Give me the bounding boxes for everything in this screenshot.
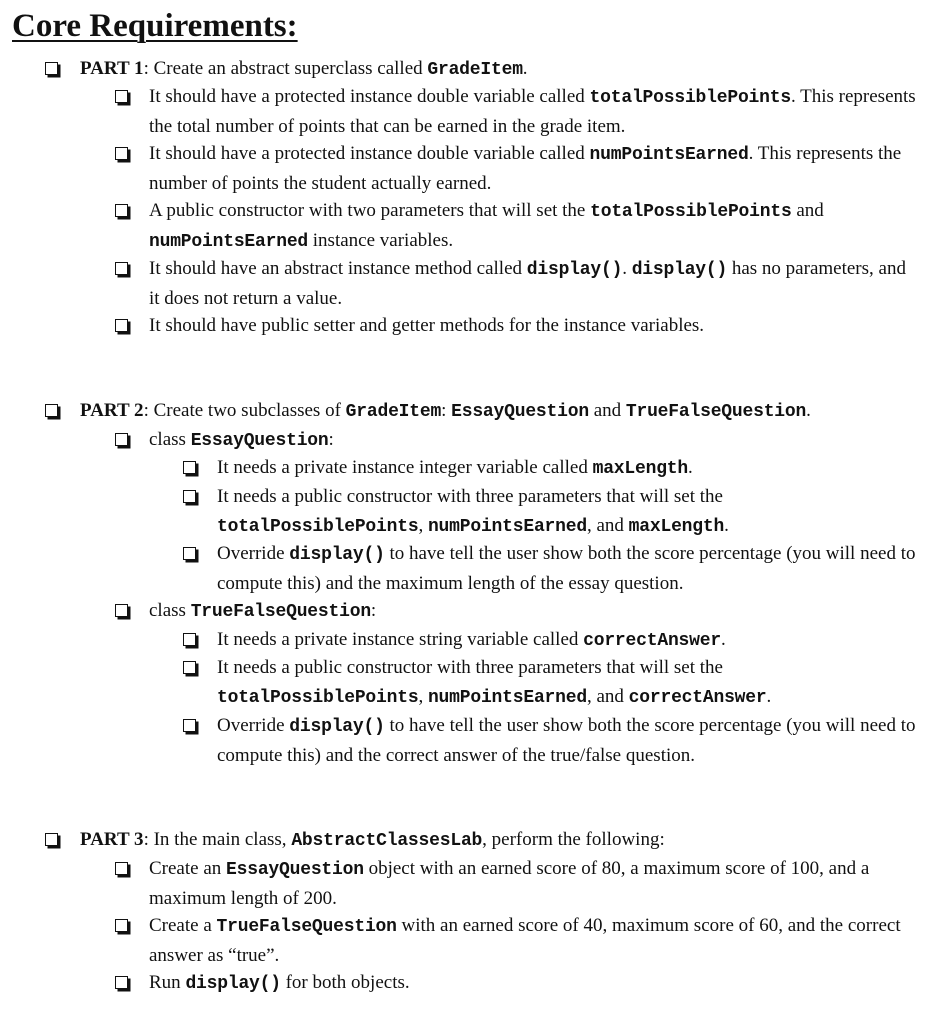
part3-label: PART 3 [80, 829, 144, 850]
code: correctAnswer [583, 631, 721, 651]
text: It needs a private instance integer variable called [217, 457, 593, 478]
code: display() [185, 974, 281, 994]
text: Create a [149, 915, 217, 936]
tf-item-c [217, 712, 917, 770]
checkbox-icon[interactable] [115, 204, 128, 217]
part1-text: : Create an abstract superclass called [143, 58, 428, 79]
part3-item-a [149, 855, 919, 913]
checkbox-icon[interactable] [115, 919, 128, 932]
part2-item [80, 397, 920, 427]
text: has no parameters, and it does not return a value. [149, 258, 906, 309]
part3-item [80, 826, 920, 856]
part1-item-b [149, 140, 919, 198]
text: for both objects. [280, 972, 410, 993]
checkbox-icon[interactable] [45, 62, 58, 75]
code: AbstractClassesLab [291, 831, 483, 851]
text: . This represents the number of points the student actually earned. [149, 143, 902, 194]
code: TrueFalseQuestion [190, 602, 371, 622]
text: , and [586, 685, 629, 707]
text: . This represents the total number of points that can be earned in the grade item. [149, 86, 916, 137]
checkbox-icon[interactable] [115, 604, 128, 617]
code: EssayQuestion [226, 860, 364, 880]
text: It needs a private instance string variable called [217, 629, 584, 650]
code: numPointsEarned [589, 145, 749, 165]
text: to have tell the user show both the score percentage (you will need to compute this) and the maximum length of the essay question. [217, 543, 916, 594]
text: It should have a protected instance double variable called [149, 143, 590, 164]
essay-item-b [217, 483, 917, 541]
text: . [806, 400, 811, 421]
text: . [688, 457, 693, 478]
checkbox-icon[interactable] [183, 461, 196, 474]
page-title: Core Requirements: [12, 8, 298, 44]
essay-class-item [149, 426, 919, 456]
part1-post: . [522, 58, 528, 79]
text: It needs a public constructor with three parameters that will set the [217, 486, 723, 507]
text: It needs a public constructor with three parameters that will set the [217, 657, 723, 678]
text: : Create two subclasses of [143, 400, 346, 421]
text: : [441, 400, 452, 421]
part1-item-c [149, 197, 919, 256]
text: : In the main class, [143, 829, 292, 850]
code: maxLength [592, 459, 689, 479]
text: to have tell the user show both the score percentage (you will need to compute this) and the correct answer of the true/false question. [217, 715, 916, 766]
part1-item [80, 55, 920, 85]
text: , [418, 685, 428, 707]
text: class [149, 600, 191, 621]
text: with an earned score of 40, maximum score of 60, and the correct answer as “true”. [149, 915, 901, 966]
code: numPointsEarned [149, 231, 309, 252]
checkbox-icon[interactable] [115, 862, 128, 875]
text: It should have an abstract instance method called [149, 258, 527, 279]
checkbox-icon[interactable] [115, 976, 128, 989]
code: EssayQuestion [190, 431, 329, 451]
code: display() [289, 545, 385, 565]
text: and [588, 400, 626, 421]
checkbox-icon[interactable] [115, 433, 128, 446]
code: maxLength [628, 516, 725, 537]
text: . [724, 514, 729, 536]
code: TrueFalseQuestion [625, 402, 807, 422]
text: and [791, 200, 824, 221]
checkbox-icon[interactable] [183, 719, 196, 732]
code: numPointsEarned [427, 687, 587, 708]
part1-class-code: GradeItem [427, 60, 523, 80]
code: totalPossiblePoints [217, 516, 419, 537]
tf-item-b [217, 654, 917, 712]
text: Override [217, 543, 290, 564]
text: It should have public setter and getter methods for the instance variables. [149, 315, 705, 336]
code: totalPossiblePoints [217, 687, 419, 708]
text: , and [586, 514, 629, 536]
checkbox-icon[interactable] [115, 319, 128, 332]
text: instance variables. [308, 229, 454, 251]
code: EssayQuestion [451, 402, 589, 422]
code: display() [631, 260, 728, 280]
part1-label: PART 1 [80, 58, 144, 79]
text: It should have a protected instance double variable called [149, 86, 590, 107]
text: object with an earned score of 80, a maximum score of 100, and a maximum length of 200. [149, 858, 870, 909]
text: , perform the following: [482, 829, 665, 850]
code: display() [289, 717, 385, 737]
code: correctAnswer [628, 687, 767, 708]
text: A public constructor with two parameters that will set the [149, 200, 591, 221]
part3-item-b [149, 912, 919, 970]
text: Create an [149, 858, 227, 879]
tf-item-a [217, 626, 917, 656]
essay-item-c [217, 540, 917, 598]
text: : [370, 600, 377, 621]
checkbox-icon[interactable] [183, 490, 196, 503]
code: numPointsEarned [427, 516, 587, 537]
part1-item-e [149, 312, 919, 341]
checkbox-icon[interactable] [115, 90, 128, 103]
text: . [766, 685, 772, 707]
code: display() [526, 260, 623, 280]
part1-item-d [149, 255, 919, 313]
checkbox-icon[interactable] [115, 147, 128, 160]
tf-class-item [149, 597, 919, 627]
code: TrueFalseQuestion [216, 917, 397, 937]
part2-label: PART 2 [80, 400, 144, 421]
code: totalPossiblePoints [589, 88, 791, 108]
text: , [418, 514, 428, 536]
code: GradeItem [345, 402, 442, 422]
part3-item-c [149, 969, 919, 999]
checkbox-icon[interactable] [115, 262, 128, 275]
checkbox-icon[interactable] [45, 833, 58, 846]
code: totalPossiblePoints [590, 202, 792, 222]
text: class [149, 429, 191, 450]
text: : [328, 429, 334, 450]
checkbox-icon[interactable] [183, 547, 196, 560]
text: . [622, 258, 632, 279]
checkbox-icon[interactable] [183, 661, 196, 674]
checkbox-icon[interactable] [45, 404, 58, 417]
part1-item-a [149, 83, 919, 141]
text: Run [149, 972, 186, 993]
essay-item-a [217, 454, 917, 484]
checkbox-icon[interactable] [183, 633, 196, 646]
text: . [720, 629, 726, 650]
text: Override [217, 715, 290, 736]
